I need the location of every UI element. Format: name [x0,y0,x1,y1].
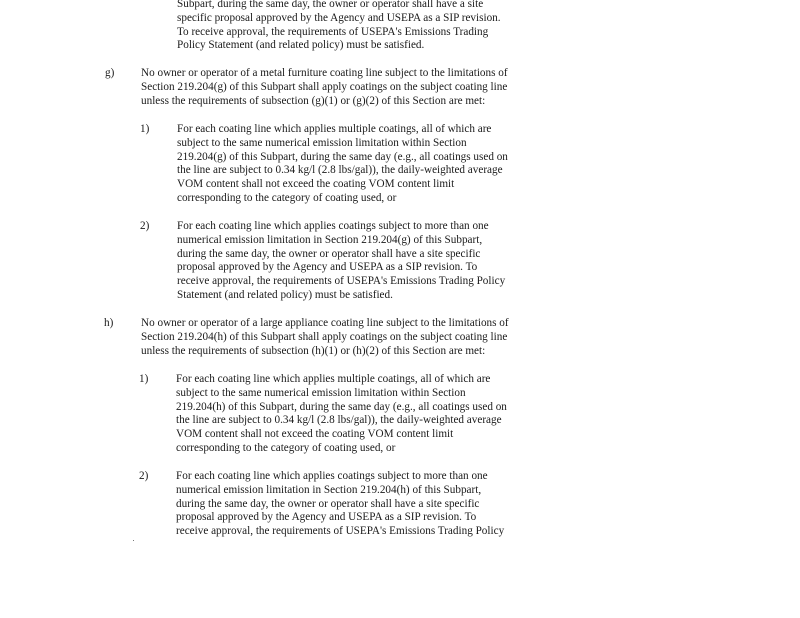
text-line: receive approval, the requirements of USEPA's Emissions Trading Policy [177,275,506,287]
text-line: subject to the same numerical emission limitation within Section [176,386,466,399]
text-line: specific proposal approved by the Agency and USEPA as a SIP revision. [177,11,501,24]
subsection-marker: g) [105,67,115,79]
text-line: No owner or operator of a large appliance coating line subject to the limitations of [141,317,509,329]
text-line: For each coating line which applies coatings subject to more than one [177,220,489,232]
paragraph-marker: 1) [140,123,150,135]
text-line: proposal approved by the Agency and USEPA as a SIP revision. To [176,511,477,524]
scan-speck [133,540,134,541]
text-line: the line are subject to 0.34 kg/l (2.8 lbs/gal)), the daily-weighted average [177,164,503,177]
text-line: Section 219.204(g) of this Subpart shall apply coatings on the subject coating line [141,80,508,93]
text-line: VOM content shall not exceed the coating VOM content limit [177,178,455,190]
text-line: unless the requirements of subsection (g)(1) or (g)(2) of this Section are met: [141,94,486,107]
text-line: corresponding to the category of coating used, or [176,441,396,454]
text-line: VOM content shall not exceed the coating VOM content limit [176,428,454,440]
text-line: receive approval, the requirements of USEPA's Emissions Trading Policy [176,525,505,537]
text-line: proposal approved by the Agency and USEPA as a SIP revision. To [177,261,478,274]
text-line: the line are subject to 0.34 kg/l (2.8 lbs/gal)), the daily-weighted average [176,414,502,427]
text-line: corresponding to the category of coating used, or [177,191,397,204]
text-line: No owner or operator of a metal furniture coating line subject to the limitations of [141,67,508,79]
text-line: Policy Statement (and related policy) must be satisfied. [177,39,425,52]
text-line: unless the requirements of subsection (h)(1) or (h)(2) of this Section are met: [141,344,486,357]
paragraph-marker: 2) [139,470,149,482]
text-line: Subpart, during the same day, the owner or operator shall have a site [177,0,484,10]
text-line: To receive approval, the requirements of USEPA's Emissions Trading [177,25,489,38]
subsection-marker: h) [104,317,114,329]
paragraph-marker: 2) [140,220,150,232]
text-line: For each coating line which applies multiple coatings, all of which are [176,373,491,385]
text-line: numerical emission limitation in Section 219.204(g) of this Subpart, [177,233,483,246]
text-line: For each coating line which applies multiple coatings, all of which are [177,123,492,135]
text-line: during the same day, the owner or operator shall have a site specific [177,247,481,260]
text-line: subject to the same numerical emission limitation within Section [177,136,467,149]
paragraph-marker: 1) [139,373,149,385]
text-line: For each coating line which applies coatings subject to more than one [176,470,488,482]
text-line: numerical emission limitation in Section 219.204(h) of this Subpart, [176,483,482,496]
text-line: during the same day, the owner or operator shall have a site specific [176,497,480,510]
text-line: 219.204(h) of this Subpart, during the same day (e.g., all coatings used on [176,400,507,413]
text-line: Statement (and related policy) must be satisfied. [177,288,393,301]
text-line: Section 219.204(h) of this Subpart shall apply coatings on the subject coating line [141,330,508,343]
text-line: 219.204(g) of this Subpart, during the same day (e.g., all coatings used on [177,150,508,163]
